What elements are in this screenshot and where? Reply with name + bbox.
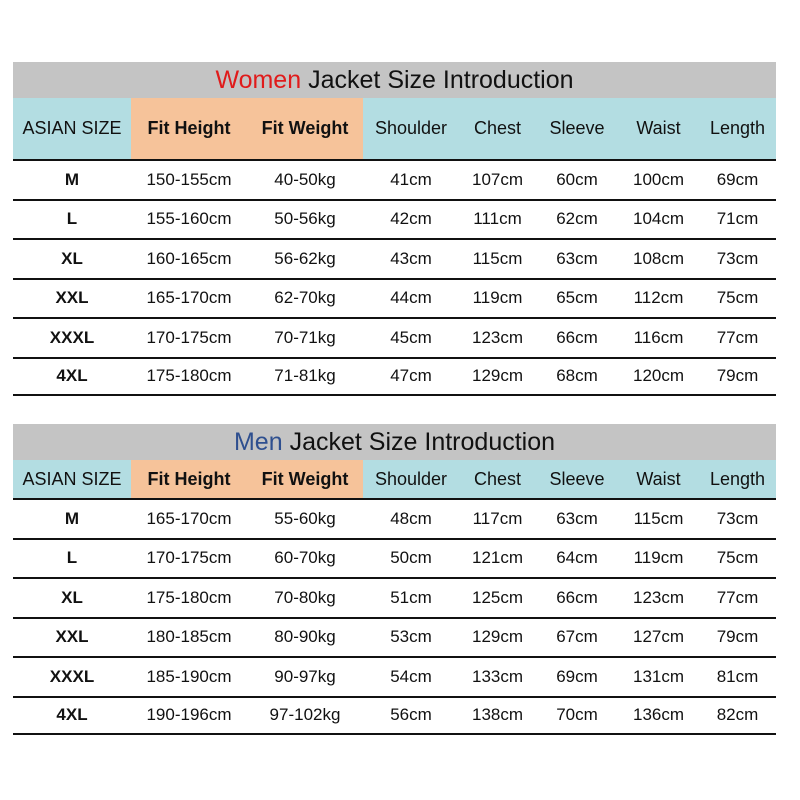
table-row <box>13 498 776 538</box>
shoulder-cell: 50cm <box>390 548 432 568</box>
size-cell: 4XL <box>56 366 88 386</box>
fit-weight-cell: 80-90kg <box>274 627 336 647</box>
table-row <box>13 617 776 657</box>
waist-cell: 136cm <box>632 705 685 725</box>
fit-height-cell: 185-190cm <box>146 666 232 686</box>
column-header-chest: Chest <box>473 118 522 138</box>
fit-weight-cell: 97-102kg <box>269 705 341 725</box>
size-cell: XL <box>61 587 83 607</box>
fit-height-cell: 170-175cm <box>146 327 232 347</box>
column-header-waist: Waist <box>636 118 681 138</box>
length-cell: 79cm <box>716 627 759 647</box>
fit-weight-cell: 55-60kg <box>274 508 336 528</box>
size-cell: XXXL <box>49 327 95 347</box>
table-row <box>13 159 776 199</box>
shoulder-cell: 54cm <box>390 666 432 686</box>
waist-cell: 119cm <box>633 548 684 568</box>
fit-height-cell: 155-160cm <box>146 209 232 229</box>
sleeve-cell: 66cm <box>556 587 598 607</box>
sleeve-cell: 63cm <box>556 508 598 528</box>
fit-weight-cell: 56-62kg <box>274 248 336 268</box>
fit-height-cell: 165-170cm <box>146 508 232 528</box>
men-size-table <box>13 424 776 735</box>
table-row <box>13 538 776 578</box>
table-row <box>13 696 776 736</box>
shoulder-cell: 53cm <box>390 627 432 647</box>
length-cell: 69cm <box>716 169 759 189</box>
length-cell: 71cm <box>716 209 759 229</box>
sleeve-cell: 60cm <box>556 169 598 189</box>
size-cell: L <box>66 548 78 568</box>
sleeve-cell: 64cm <box>556 548 598 568</box>
fit-height-cell: 190-196cm <box>146 705 232 725</box>
waist-cell: 131cm <box>632 666 685 686</box>
shoulder-cell: 42cm <box>390 209 432 229</box>
column-header-fit-weight: Fit Weight <box>247 460 363 498</box>
waist-cell: 112cm <box>633 288 684 308</box>
sleeve-cell: 62cm <box>556 209 598 229</box>
length-cell: 73cm <box>716 248 759 268</box>
waist-cell: 123cm <box>632 587 685 607</box>
waist-cell: 120cm <box>632 366 685 386</box>
size-cell: XL <box>61 248 83 268</box>
fit-height-cell: 165-170cm <box>146 288 232 308</box>
column-header-chest: Chest <box>473 468 522 489</box>
sleeve-cell: 68cm <box>556 366 598 386</box>
shoulder-cell: 47cm <box>390 366 432 386</box>
fit-height-cell: 150-155cm <box>146 169 232 189</box>
table-row <box>13 199 776 239</box>
sleeve-cell: 66cm <box>556 327 598 347</box>
length-cell: 81cm <box>716 666 759 686</box>
chest-cell: 111cm <box>473 209 522 229</box>
chest-cell: 138cm <box>471 705 524 725</box>
shoulder-cell: 56cm <box>390 705 432 725</box>
chest-cell: 133cm <box>471 666 524 686</box>
size-cell: XXL <box>55 288 89 308</box>
fit-height-cell: 180-185cm <box>146 627 232 647</box>
column-header-fit-height: Fit Height <box>131 460 247 498</box>
table-row <box>13 656 776 696</box>
men-header-row <box>13 460 776 498</box>
column-header-shoulder: Shoulder <box>374 118 448 138</box>
table-row <box>13 238 776 278</box>
chest-cell: 123cm <box>471 327 524 347</box>
table-row <box>13 278 776 318</box>
fit-weight-cell: 70-71kg <box>274 327 336 347</box>
chest-cell: 107cm <box>471 169 524 189</box>
sleeve-cell: 69cm <box>556 666 598 686</box>
waist-cell: 116cm <box>633 327 684 347</box>
waist-cell: 104cm <box>632 209 685 229</box>
fit-weight-cell: 62-70kg <box>274 288 336 308</box>
size-cell: XXL <box>55 627 89 647</box>
column-header-asian-size: ASIAN SIZE <box>22 468 122 489</box>
size-cell: M <box>64 508 80 528</box>
chest-cell: 125cm <box>471 587 524 607</box>
chest-cell: 129cm <box>471 627 524 647</box>
size-cell: M <box>64 169 80 189</box>
shoulder-cell: 51cm <box>390 587 432 607</box>
column-header-sleeve: Sleeve <box>549 468 605 489</box>
women-title-accent: Women <box>215 65 302 94</box>
fit-height-cell: 175-180cm <box>146 366 232 386</box>
fit-weight-cell: 70-80kg <box>274 587 336 607</box>
sleeve-cell: 67cm <box>556 627 598 647</box>
men-table-body <box>13 498 776 735</box>
women-title-text: Jacket Size Introduction <box>308 65 574 94</box>
fit-weight-cell: 90-97kg <box>274 666 336 686</box>
chest-cell: 117cm <box>472 508 523 528</box>
column-header-sleeve: Sleeve <box>549 118 605 138</box>
sleeve-cell: 65cm <box>556 288 598 308</box>
column-header-waist: Waist <box>636 468 681 489</box>
sleeve-cell: 63cm <box>556 248 598 268</box>
chest-cell: 115cm <box>472 248 523 268</box>
chest-cell: 121cm <box>471 548 524 568</box>
column-header-fit-weight: Fit Weight <box>247 98 363 159</box>
fit-weight-cell: 71-81kg <box>274 366 336 386</box>
length-cell: 75cm <box>716 288 759 308</box>
chest-cell: 129cm <box>471 366 524 386</box>
fit-height-cell: 160-165cm <box>146 248 232 268</box>
shoulder-cell: 45cm <box>390 327 432 347</box>
waist-cell: 127cm <box>632 627 685 647</box>
fit-weight-cell: 60-70kg <box>274 548 336 568</box>
length-cell: 82cm <box>716 705 759 725</box>
women-table-title <box>13 62 776 98</box>
waist-cell: 115cm <box>633 508 684 528</box>
column-header-length: Length <box>709 118 766 138</box>
shoulder-cell: 41cm <box>390 169 432 189</box>
fit-height-cell: 170-175cm <box>146 548 232 568</box>
waist-cell: 108cm <box>632 248 685 268</box>
length-cell: 77cm <box>716 587 759 607</box>
column-header-asian-size: ASIAN SIZE <box>22 118 122 138</box>
table-row <box>13 317 776 357</box>
women-table-body <box>13 159 776 396</box>
fit-weight-cell: 50-56kg <box>274 209 336 229</box>
women-size-table <box>13 62 776 396</box>
table-row <box>13 577 776 617</box>
men-table-title <box>13 424 776 460</box>
size-cell: 4XL <box>56 705 88 725</box>
shoulder-cell: 44cm <box>390 288 432 308</box>
length-cell: 73cm <box>716 508 759 528</box>
men-title-text: Jacket Size Introduction <box>289 427 556 456</box>
shoulder-cell: 43cm <box>390 248 432 268</box>
sleeve-cell: 70cm <box>556 705 598 725</box>
length-cell: 75cm <box>716 548 759 568</box>
chest-cell: 119cm <box>472 288 523 308</box>
size-cell: XXXL <box>49 666 95 686</box>
table-row <box>13 357 776 397</box>
length-cell: 79cm <box>716 366 759 386</box>
length-cell: 77cm <box>716 327 759 347</box>
fit-height-cell: 175-180cm <box>146 587 232 607</box>
waist-cell: 100cm <box>632 169 685 189</box>
size-cell: L <box>66 209 78 229</box>
men-title-accent: Men <box>233 427 283 456</box>
women-header-row <box>13 98 776 159</box>
column-header-fit-height: Fit Height <box>131 98 247 159</box>
fit-weight-cell: 40-50kg <box>274 169 336 189</box>
column-header-shoulder: Shoulder <box>374 468 448 489</box>
shoulder-cell: 48cm <box>390 508 432 528</box>
column-header-length: Length <box>709 468 766 489</box>
